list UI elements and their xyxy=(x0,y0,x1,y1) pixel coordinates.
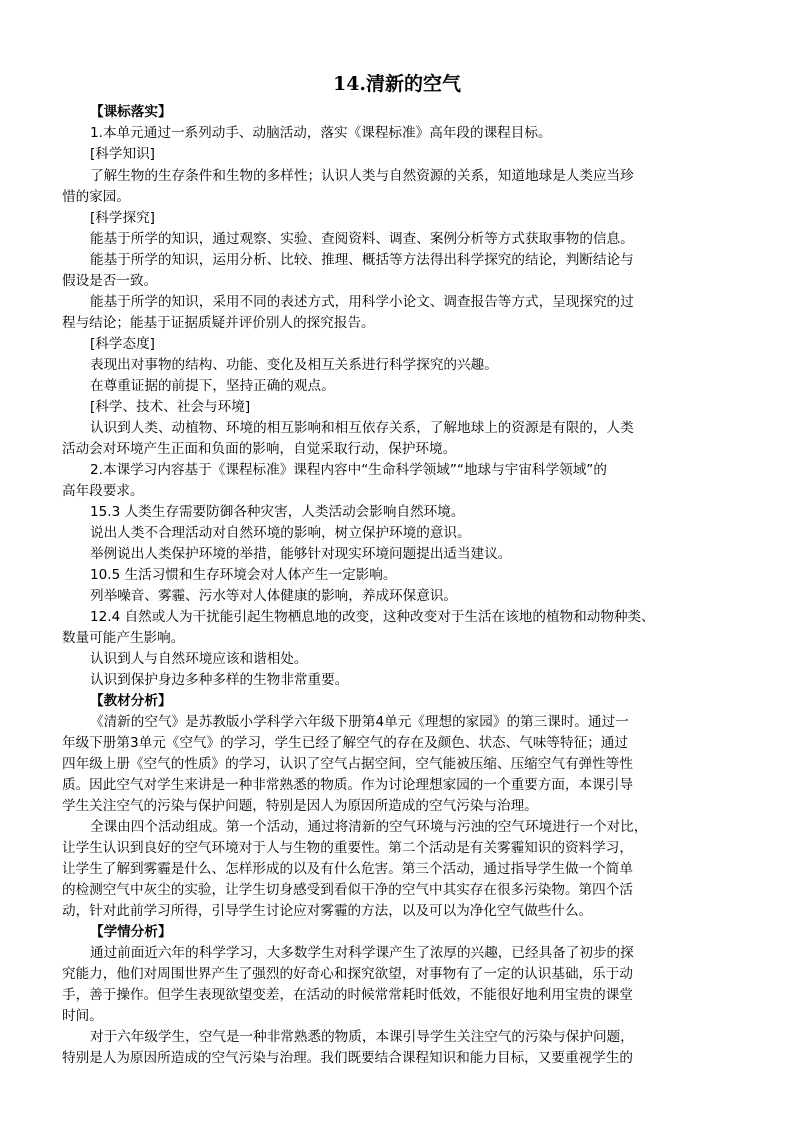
paragraph-line: 让学生了解到雾霾是什么、怎样形成的以及有什么危害。第三个活动，通过指导学生做一个简单 xyxy=(62,861,633,877)
paragraph-line: 2.本课学习内容基于《课程标准》课程内容中“生命科学领域”“地球与宇宙科学领域”的 xyxy=(90,462,607,478)
paragraph-line: 对于六年级学生，空气是一种非常熟悉的物质，本课引导学生关注空气的污染与保护问题， xyxy=(90,1029,634,1045)
paragraph-line: 列举噪音、雾霾、污水等对人体健康的影响，养成环保意识。 xyxy=(90,588,458,604)
section-heading: 【教材分析】 xyxy=(90,693,172,709)
paragraph-line: 让学生认识到良好的空气环境对于人与生物的重要性。第二个活动是有关雾霾知识的资料学习， xyxy=(62,840,633,856)
paragraph-line: 能基于所学的知识，运用分析、比较、推理、概括等方法得出科学探究的结论，判断结论与 xyxy=(90,252,634,268)
subsection-label: [科学、技术、社会与环境] xyxy=(90,399,251,415)
paragraph-line: 动，针对此前学习所得，引导学生讨论应对雾霾的方法，以及可以为净化空气做些什么。 xyxy=(62,903,593,919)
paragraph-line: 12.4 自然或人为干扰能引起生物栖息地的改变，这种改变对于生活在该地的植物和动物种类、 xyxy=(90,609,655,625)
paragraph-line: 学生关注空气的污染与保护问题，特别是因人为原因所造成的空气污染与治理。 xyxy=(62,798,538,814)
section-heading: 【课标落实】 xyxy=(90,104,172,120)
paragraph-line: 程与结论；能基于证据质疑并评价别人的探究报告。 xyxy=(62,315,375,331)
paragraph-line: 高年段要求。 xyxy=(62,483,144,499)
paragraph-line: 全课由四个活动组成。第一个活动，通过将清新的空气环境与污浊的空气环境进行一个对比， xyxy=(90,819,648,835)
paragraph-line: 假设是否一致。 xyxy=(62,273,158,289)
paragraph-line: 时间。 xyxy=(62,1008,103,1024)
paragraph-line: 特别是人为原因所造成的空气污染与治理。我们既要结合课程知识和能力目标，又要重视学生的 xyxy=(62,1050,633,1066)
paragraph-line: 举例说出人类保护环境的举措，能够针对现实环境问题提出适当建议。 xyxy=(90,546,512,562)
paragraph-line: 活动会对环境产生正面和负面的影响，自觉采取行动，保护环境。 xyxy=(62,441,457,457)
paragraph-line: 四年级上册《空气的性质》的学习，认识了空气占据空间，空气能被压缩、压缩空气有弹性等性 xyxy=(62,756,633,772)
paragraph-line: 表现出对事物的结构、功能、变化及相互关系进行科学探究的兴趣。 xyxy=(90,357,498,373)
paragraph-line: 数量可能产生影响。 xyxy=(62,630,185,646)
paragraph-line: 年级下册第3单元《空气》的学习，学生已经了解空气的存在及颜色、状态、气味等特征；通过 xyxy=(62,735,628,751)
paragraph-line: 能基于所学的知识，采用不同的表述方式，用科学小论文、调查报告等方式，呈现探究的过 xyxy=(90,294,634,310)
paragraph-line: 能基于所学的知识，通过观察、实验、查阅资料、调查、案例分析等方式获取事物的信息。 xyxy=(90,231,634,247)
paragraph-line: 说出人类不合理活动对自然环境的影响，树立保护环境的意识。 xyxy=(90,525,471,541)
paragraph-line: 认识到人与自然环境应该和谐相处。 xyxy=(90,651,308,667)
subsection-label: [科学态度] xyxy=(90,336,155,352)
paragraph-line: 手，善于操作。但学生表现欲望变差，在活动的时候常常耗时低效，不能很好地利用宝贵的课堂 xyxy=(62,987,633,1003)
paragraph-line: 1.本单元通过一系列动手、动脑活动，落实《课程标准》高年段的课程目标。 xyxy=(90,125,552,141)
subsection-label: [科学探究] xyxy=(90,210,155,226)
paragraph-line: 《清新的空气》是苏教版小学科学六年级下册第4单元《理想的家园》的第三课时。通过一 xyxy=(90,714,629,730)
paragraph-line: 质。因此空气对学生来讲是一种非常熟悉的物质。作为讨论理想家园的一个重要方面，本课引导 xyxy=(62,777,633,793)
paragraph-line: 究能力，他们对周围世界产生了强烈的好奇心和探究欲望，对事物有了一定的认识基础，乐于动 xyxy=(62,966,633,982)
paragraph-line: 认识到人类、动植物、环境的相互影响和相互依存关系，了解地球上的资源是有限的，人类 xyxy=(90,420,634,436)
paragraph-line: 了解生物的生存条件和生物的多样性；认识人类与自然资源的关系，知道地球是人类应当珍 xyxy=(90,168,634,184)
section-heading: 【学情分析】 xyxy=(90,924,172,940)
subsection-label: [科学知识] xyxy=(90,146,155,162)
paragraph-line: 10.5 生活习惯和生存环境会对人体产生一定影响。 xyxy=(90,567,397,583)
page-title: 14.清新的空气 xyxy=(332,73,462,95)
paragraph-line: 的检测空气中灰尘的实验，让学生切身感受到看似干净的空气中其实存在很多污染物。第四个活 xyxy=(62,882,633,898)
paragraph-line: 在尊重证据的前提下，坚持正确的观点。 xyxy=(90,378,335,394)
paragraph-line: 15.3 人类生存需要防御各种灾害，人类活动会影响自然环境。 xyxy=(90,504,465,520)
paragraph-line: 通过前面近六年的科学学习，大多数学生对科学课产生了浓厚的兴趣，已经具备了初步的探 xyxy=(90,945,634,961)
paragraph-line: 认识到保护身边多种多样的生物非常重要。 xyxy=(90,672,349,688)
paragraph-line: 惜的家园。 xyxy=(62,189,130,205)
